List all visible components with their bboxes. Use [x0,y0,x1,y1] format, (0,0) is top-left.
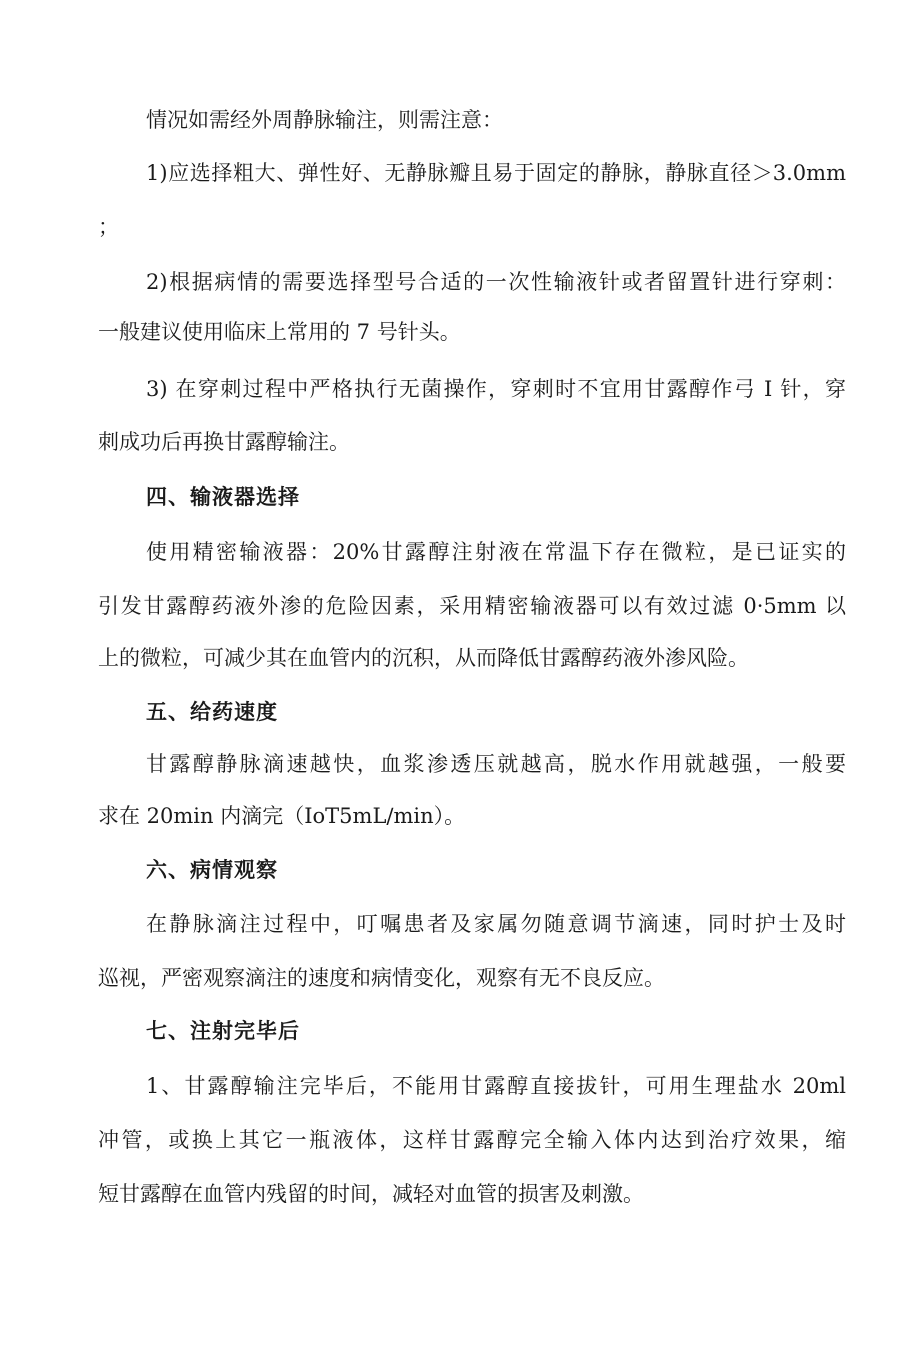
section-2-line-1: 甘露醇静脉滴速越快，血浆渗透压就越高，脱水作用就越强，一般要 [146,752,846,776]
section-heading-infusion-set: 四、输液器选择 [146,485,300,509]
section-3-line-1: 在静脉滴注过程中，叮嘱患者及家属勿随意调节滴速，同时护士及时 [146,912,846,936]
section-4-line-1: 1、甘露醇输注完毕后，不能用甘露醇直接拔针，可用生理盐水 20ml [146,1074,846,1098]
section-4-line-3: 短甘露醇在血管内残留的时间，减轻对血管的损害及刺激。 [98,1182,644,1206]
section-heading-after-injection: 七、注射完毕后 [146,1019,300,1043]
item-1-line-2: ； [98,215,119,239]
section-3-line-2: 巡视，严密观察滴注的速度和病情变化，观察有无不良反应。 [98,966,665,990]
section-1-line-1: 使用精密输液器：20%甘露醇注射液在常温下存在微粒，是已证实的 [146,540,846,564]
intro-text: 情况如需经外周静脉输注，则需注意： [146,108,503,132]
item-3-line-1: 3) 在穿刺过程中严格执行无菌操作，穿刺时不宜用甘露醇作弓 I 针，穿 [146,377,846,401]
section-1-line-3: 上的微粒，可减少其在血管内的沉积，从而降低甘露醇药液外渗风险。 [98,646,749,670]
section-1-line-2: 引发甘露醇药液外渗的危险因素，采用精密输液器可以有效过滤 0·5mm 以 [98,594,846,618]
item-1-line-1: 1)应选择粗大、弹性好、无静脉瓣且易于固定的静脉，静脉直径＞3.0mm [146,161,846,185]
section-heading-dosing-speed: 五、给药速度 [146,700,278,724]
section-heading-observation: 六、病情观察 [146,858,278,882]
section-4-line-2: 冲管，或换上其它一瓶液体，这样甘露醇完全输入体内达到治疗效果，缩 [98,1128,846,1152]
item-2-line-2: 一般建议使用临床上常用的 7 号针头。 [98,320,461,344]
item-2-line-1: 2)根据病情的需要选择型号合适的一次性输液针或者留置针进行穿刺： [146,270,846,294]
item-3-line-2: 刺成功后再换甘露醇输注。 [98,430,350,454]
section-2-line-2: 求在 20min 内滴完（IoT5mL∕min）。 [98,804,466,828]
